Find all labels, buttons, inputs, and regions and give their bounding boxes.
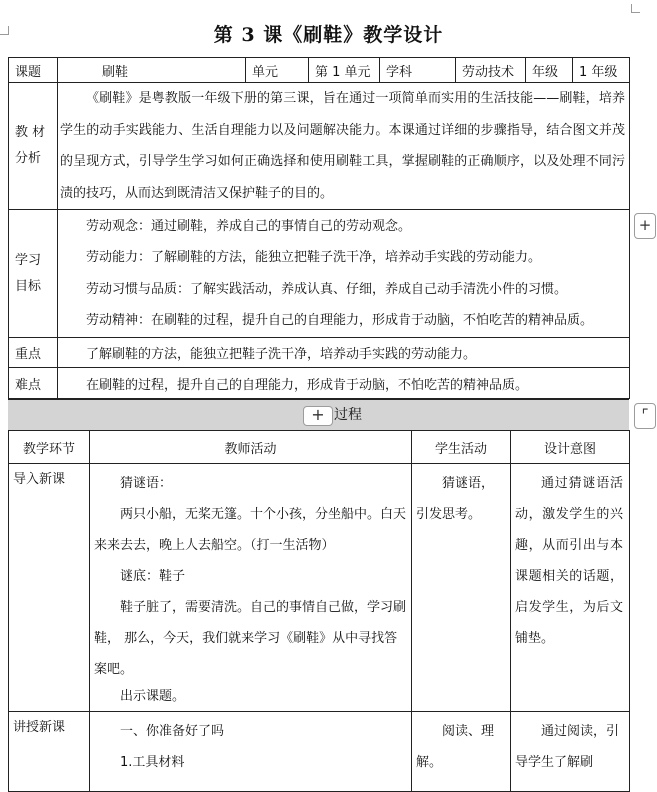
objectives-label-line2: 目标 (15, 278, 42, 294)
riddle-text: 两只小船，无桨无篷。十个小孩，分坐船中。白天来来去去，晚上人去船空。（打一生活物） (94, 507, 407, 553)
analysis-text: 《刷鞋》是粤教版一年级下册的第三课，旨在通过一项简单而实用的生活技能——刷鞋，培养学生的动手实践能力、生活自理能力以及问题解决能力。本课通过详细的步骤指导，结合图文并茂的呈现方式，引导学生学习如何正确选择和使用刷鞋工具，掌握刷鞋的正确顺序，以及处理不同污渍的技巧，从而达到既清洁又保护鞋子的目的。 (58, 83, 630, 210)
analysis-label-line1: 教 材 (15, 125, 46, 140)
analysis-label-line2: 分析 (15, 151, 42, 166)
objective-item: 劳动能力：了解刷鞋的方法，能独立把鞋子洗干净，培养动手实践的劳动能力。 (86, 250, 542, 265)
difficulty-label: 难点 (9, 368, 58, 399)
header-stage: 教学环节 (9, 431, 90, 464)
subject-value: 劳动技术 (456, 58, 526, 83)
process-header-row (9, 431, 630, 464)
stage-cell: 导入新课 (9, 464, 90, 712)
teacher-activity-cell (90, 464, 412, 712)
header-student: 学生活动 (412, 431, 511, 464)
table-select-icon[interactable]: ⌜ (634, 403, 656, 429)
info-row (9, 58, 630, 83)
key-point-row (9, 338, 630, 368)
grade-label: 年级 (526, 58, 573, 83)
page-corner-mark-right (631, 4, 640, 13)
process-row-new-lesson (9, 712, 630, 792)
difficulty-text: 在刷鞋的过程，提升自己的自理能力，形成肯于动脑，不怕吃苦的精神品质。 (58, 368, 630, 399)
objective-item: 劳动观念：通过刷鞋，养成自己的事情自己的劳动观念。 (86, 218, 412, 234)
process-table (8, 430, 630, 792)
design-intent-cell: 通过猜谜语活动，激发学生的兴趣，从而引出与本课题相关的话题，启发学生，为后文铺垫。 (511, 464, 630, 712)
difficulty-row (9, 368, 630, 399)
topic-value: 刷鞋 (58, 58, 246, 83)
objectives-row (9, 210, 630, 338)
add-row-plus-icon[interactable]: + (634, 213, 656, 239)
design-intent-cell: 通过阅读，引导学生了解刷 (511, 712, 630, 792)
tools-item: 1.工具材料 (120, 755, 185, 770)
document-title: 第 3 课《刷鞋》教学设计 (213, 24, 444, 46)
analysis-row (9, 83, 630, 210)
grade-value: 1 年级 (573, 58, 630, 83)
key-point-label: 重点 (9, 338, 58, 368)
unit-value: 第 1 单元 (309, 58, 380, 83)
process-band-label: 过程 (334, 407, 362, 423)
objective-item: 劳动精神：在刷鞋的过程，提升自己的自理能力，形成肯于动脑，不怕吃苦的精神品质。 (86, 313, 594, 328)
objectives-label-line1: 学习 (15, 252, 42, 268)
objectives-label (9, 210, 58, 338)
stage-cell: 讲授新课 (9, 712, 90, 792)
key-point-text: 了解刷鞋的方法，能独立把鞋子洗干净，培养动手实践的劳动能力。 (58, 338, 630, 368)
header-intent: 设计意图 (511, 431, 630, 464)
riddle-answer: 谜底：鞋子 (120, 569, 186, 584)
show-title-text: 出示课题。 (120, 689, 186, 704)
subject-label: 学科 (380, 58, 456, 83)
process-row-intro (9, 464, 630, 712)
insert-row-plus-button[interactable]: + (303, 406, 333, 426)
objective-item: 劳动习惯与品质：了解实践活动，养成认真、仔细，养成自己动手清洗小件的习惯。 (86, 281, 568, 297)
unit-label: 单元 (246, 58, 309, 83)
riddle-title: 猜谜语： (120, 476, 173, 491)
teacher-activity-cell (90, 712, 412, 792)
topic-label: 课题 (9, 58, 58, 83)
student-activity-cell: 猜谜语，引发思考。 (412, 464, 511, 712)
section-heading: 一、你准备好了吗 (120, 724, 225, 739)
objectives-list (58, 210, 630, 338)
transition-text: 鞋子脏了，需要清洗。自己的事情自己做，学习刷鞋， 那么，今天，我们就来学习《刷鞋》从中寻找答案吧。 (94, 600, 407, 677)
header-teacher: 教师活动 (90, 431, 412, 464)
lesson-info-table (8, 57, 630, 399)
student-activity-cell: 阅读、理解。 (412, 712, 511, 792)
analysis-label (9, 83, 58, 210)
